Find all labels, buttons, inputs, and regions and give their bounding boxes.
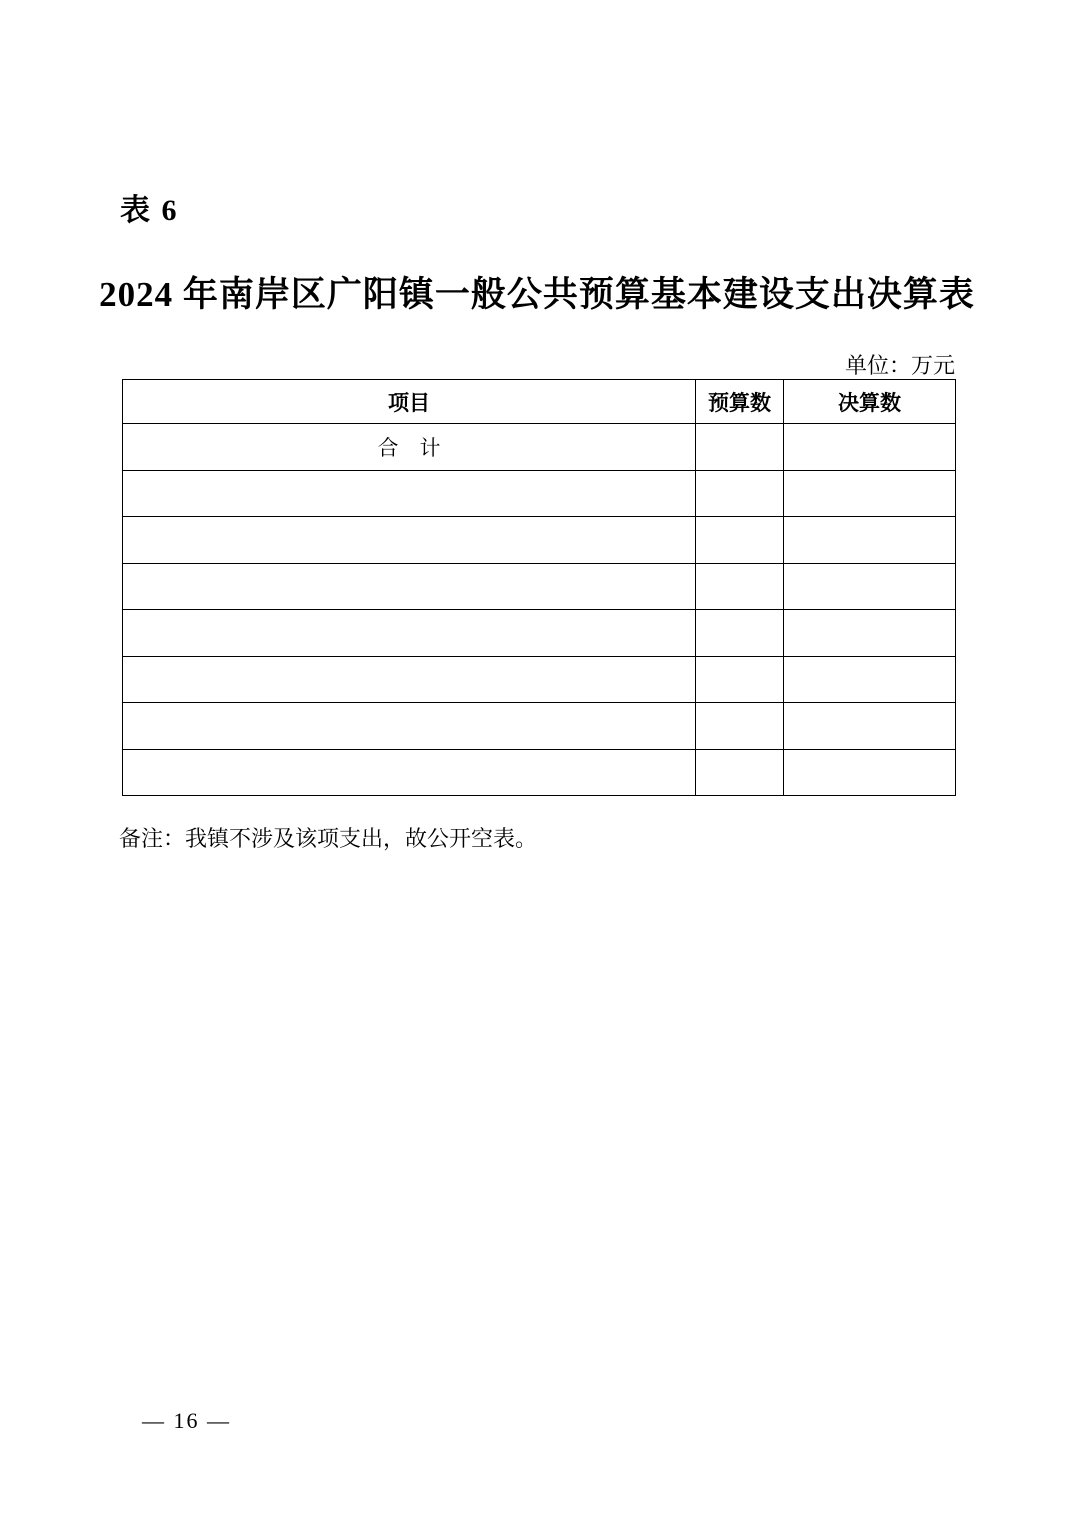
budget-table	[122, 379, 956, 796]
item-cell	[123, 517, 696, 564]
total-final-cell	[784, 424, 956, 471]
budget-cell	[696, 517, 784, 564]
budget-cell	[696, 703, 784, 750]
table-row-empty	[123, 703, 956, 750]
budget-cell	[696, 610, 784, 657]
final-cell	[784, 703, 956, 750]
table-row-empty	[123, 470, 956, 517]
table-number-label: 表 6	[120, 194, 179, 227]
column-header-item: 项目	[123, 380, 696, 424]
table-row-empty	[123, 610, 956, 657]
total-item-cell: 合 计	[123, 424, 696, 471]
item-cell	[123, 563, 696, 610]
table-row-empty	[123, 563, 956, 610]
column-header-budget: 预算数	[696, 380, 784, 424]
final-cell	[784, 563, 956, 610]
final-cell	[784, 749, 956, 796]
budget-cell	[696, 470, 784, 517]
page-number: — 16 —	[142, 1408, 231, 1433]
table-header-row	[123, 380, 956, 424]
final-cell	[784, 656, 956, 703]
document-title: 2024 年南岸区广阳镇一般公共预算基本建设支出决算表	[99, 275, 975, 314]
budget-cell	[696, 563, 784, 610]
item-cell	[123, 749, 696, 796]
final-cell	[784, 517, 956, 564]
item-cell	[123, 656, 696, 703]
table-row-empty	[123, 749, 956, 796]
item-cell	[123, 470, 696, 517]
column-header-final: 决算数	[784, 380, 956, 424]
budget-cell	[696, 749, 784, 796]
item-cell	[123, 703, 696, 750]
final-cell	[784, 470, 956, 517]
item-cell	[123, 610, 696, 657]
total-budget-cell	[696, 424, 784, 471]
table-row-total	[123, 424, 956, 471]
table-row-empty	[123, 517, 956, 564]
note-text: 备注：我镇不涉及该项支出，故公开空表。	[119, 826, 538, 851]
final-cell	[784, 610, 956, 657]
budget-cell	[696, 656, 784, 703]
table-row-empty	[123, 656, 956, 703]
unit-label: 单位：万元	[844, 353, 955, 378]
